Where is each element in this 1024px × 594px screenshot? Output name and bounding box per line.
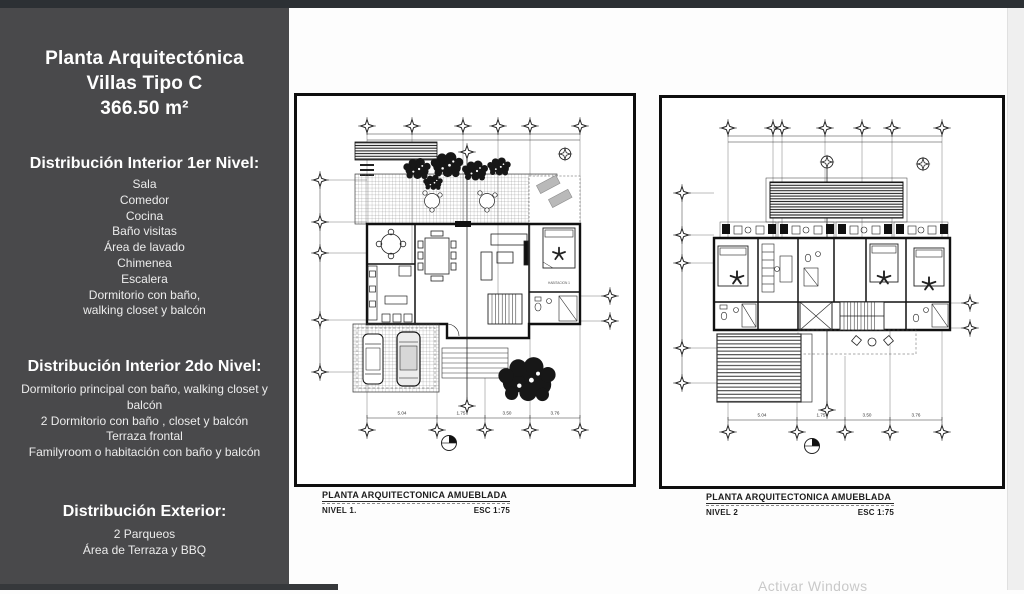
watermark-text: Activar Windows	[758, 578, 868, 594]
dimension-label: 5.04	[397, 410, 407, 416]
info-sidebar	[0, 8, 289, 584]
tree	[498, 357, 555, 401]
living-room-furniture	[481, 234, 528, 280]
north-arrow-icon	[805, 439, 820, 454]
kitchen	[368, 266, 412, 322]
grid-bubble-icon	[820, 155, 834, 169]
list-item: Dormitorio con baño,	[88, 287, 201, 302]
car-2	[397, 332, 420, 386]
top-dark-strip	[0, 0, 1024, 8]
plan-title-line-2: Villas Tipo C	[86, 73, 203, 94]
garage-roof	[717, 334, 812, 402]
floor-plan-frame-nivel1	[294, 93, 636, 487]
compass-marker-icon	[916, 157, 930, 171]
list-item: Dormitorio principal con baño, walking closet y balcón	[21, 382, 268, 412]
section-list-exterior	[14, 527, 275, 559]
top-dimension-line	[728, 136, 942, 142]
dimension-label: 1.75	[816, 412, 826, 418]
compass-marker-icon	[558, 147, 572, 161]
bottom-dimension-line	[367, 411, 580, 422]
caption-level: NIVEL 1.	[322, 506, 357, 515]
stairs	[840, 302, 884, 330]
dimension-label: 3.50	[862, 412, 872, 418]
fireplace	[455, 221, 471, 227]
bottom-dimension-line	[728, 413, 942, 424]
pergola-louvers	[770, 182, 903, 218]
bedroom-3	[914, 248, 944, 289]
plan-title	[0, 46, 289, 121]
section-list-nivel1	[14, 177, 275, 319]
list-item: 2 Dormitorio con baño , closet y balcón	[40, 413, 249, 428]
garden-steps	[442, 348, 508, 378]
terrace-deck	[355, 174, 557, 224]
caption-scale: ESC 1:75	[857, 508, 894, 517]
parking-area	[353, 324, 439, 392]
caption-nivel1	[322, 490, 510, 515]
list-item: Baño visitas	[112, 224, 177, 239]
section-list-nivel2	[14, 382, 275, 461]
page-edge-strip	[1007, 8, 1024, 590]
stairs	[447, 294, 522, 336]
dimension-label: 1.75	[456, 410, 466, 416]
caption-title: PLANTA ARQUITECTONICA AMUEBLADA	[706, 492, 894, 504]
bathroom	[535, 296, 577, 321]
section-heading-nivel2: Distribución Interior 2do Nivel:	[27, 358, 262, 375]
dimension-label: 5.04	[757, 412, 767, 418]
list-item: 2 Parqueos	[113, 527, 176, 541]
caption-title: PLANTA ARQUITECTONICA AMUEBLADA	[322, 490, 510, 502]
louver-strip	[355, 142, 437, 160]
balcony-window-row	[720, 222, 948, 238]
section-heading-exterior: Distribución Exterior:	[62, 503, 227, 520]
master-bedroom	[718, 246, 748, 286]
rear-balcony	[798, 330, 916, 354]
list-item: Familyroom o habitación con baño y balcón	[28, 445, 261, 460]
north-arrow-icon	[442, 436, 457, 451]
floor-plan-drawing-nivel2	[662, 98, 1002, 486]
list-item: Cocina	[125, 208, 164, 223]
plan-title-area: 366.50 m²	[100, 98, 189, 119]
caption-nivel2	[706, 492, 894, 517]
section-heading-nivel1: Distribución Interior 1er Nivel:	[29, 155, 260, 172]
list-item: walking closet y balcón	[83, 303, 206, 318]
room-label: HABITACION 1	[548, 281, 570, 285]
dimension-label: 3.50	[502, 410, 512, 416]
list-item: Escalera	[121, 271, 168, 286]
dining-table	[418, 231, 456, 281]
plan-title-line-1: Planta Arquitectónica	[45, 48, 244, 69]
list-item: Área de lavado	[104, 240, 185, 255]
floor-plan-frame-nivel2	[659, 95, 1005, 489]
caption-level: NIVEL 2	[706, 508, 739, 517]
bedroom-1	[543, 228, 575, 285]
dimension-label: 3.76	[550, 410, 560, 416]
bedroom-2	[870, 244, 898, 283]
bottom-dark-strip	[0, 584, 338, 590]
top-dimension-line	[367, 134, 580, 140]
caption-scale: ESC 1:75	[473, 506, 510, 515]
floor-plan-drawing-nivel1	[297, 96, 633, 484]
list-item: Sala	[132, 177, 157, 191]
list-item: Chimenea	[117, 255, 172, 270]
list-item: Terraza frontal	[106, 429, 183, 444]
round-dining-table	[376, 229, 406, 259]
dimension-label: 3.76	[911, 412, 921, 418]
list-item: Área de Terraza y BBQ	[82, 542, 207, 557]
car-1	[363, 334, 383, 384]
list-item: Comedor	[119, 192, 170, 207]
